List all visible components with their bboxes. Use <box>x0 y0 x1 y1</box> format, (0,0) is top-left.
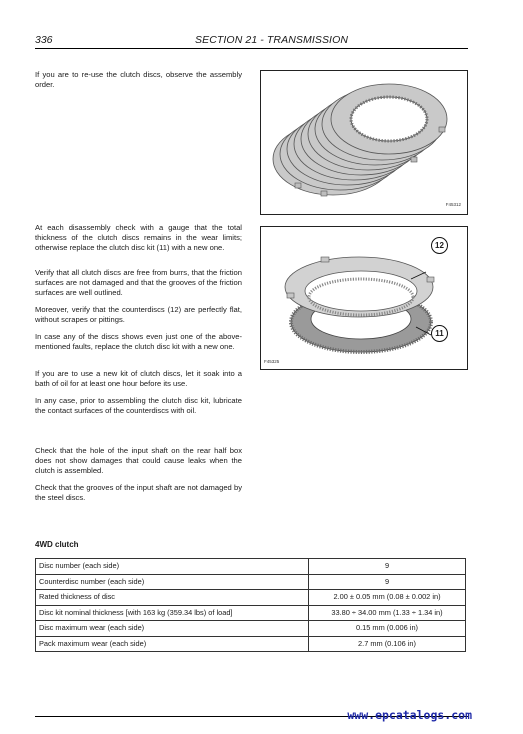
table-cell-label: Disc number (each side) <box>36 559 309 575</box>
table-cell-label: Disc kit nominal thickness [with 163 kg (359.34 lbs) of load] <box>36 605 309 621</box>
paragraph-counterdiscs-flat: Moreover, verify that the counterdiscs (12) are perfectly flat, without scrapes or pittings. <box>35 305 242 324</box>
table-cell-value: 0.15 mm (0.006 in) <box>309 621 466 637</box>
clutch-spec-table <box>35 558 466 652</box>
table-row <box>36 636 466 652</box>
callout-12: 12 <box>431 237 448 254</box>
paragraph-lubricate: In any case, prior to assembling the clutch disc kit, lubricate the contact surfaces of the counterdiscs with oil. <box>35 396 242 415</box>
paragraph-input-shaft-hole: Check that the hole of the input shaft on the rear half box does not show damages that could cause leaks when the clutch is assembled. <box>35 446 242 475</box>
table-cell-label: Disc maximum wear (each side) <box>36 621 309 637</box>
paragraph-input-shaft-grooves: Check that the grooves of the input shaft are not damaged by the steel discs. <box>35 483 242 502</box>
table-row <box>36 621 466 637</box>
paragraph-reuse-discs: If you are to re-use the clutch discs, observe the assembly order. <box>35 70 242 89</box>
table-title: 4WD clutch <box>35 540 79 549</box>
figure-code: F45312 <box>445 202 461 207</box>
figure-clutch-disc-stack <box>260 70 468 215</box>
table-cell-value: 9 <box>309 559 466 575</box>
table-row <box>36 574 466 590</box>
page-header <box>35 34 468 48</box>
table-cell-label: Pack maximum wear (each side) <box>36 636 309 652</box>
table-cell-label: Rated thickness of disc <box>36 590 309 606</box>
table-cell-value: 2.7 mm (0.106 in) <box>309 636 466 652</box>
callout-11: 11 <box>431 325 448 342</box>
table-cell-value: 33.80 ÷ 34.00 mm (1.33 ÷ 1.34 in) <box>309 605 466 621</box>
header-rule <box>35 48 468 49</box>
table-cell-value: 9 <box>309 574 466 590</box>
clutch-disc-stack-image <box>261 71 467 214</box>
table-cell-label: Counterdisc number (each side) <box>36 574 309 590</box>
paragraph-verify-burrs: Verify that all clutch discs are free from burrs, that the friction surfaces are not damaged and that the grooves of the friction surfaces are well outlined. <box>35 268 242 297</box>
table-row <box>36 605 466 621</box>
figure-clutch-disc-pair <box>260 226 468 370</box>
section-title: SECTION 21 - TRANSMISSION <box>195 34 349 46</box>
table-row <box>36 559 466 575</box>
table-cell-value: 2.00 ± 0.05 mm (0.08 ± 0.002 in) <box>309 590 466 606</box>
paragraph-gauge-check: At each disassembly check with a gauge that the total thickness of the clutch discs remains in the wear limits; otherwise replace the clutch disc kit (11) with a new one. <box>35 223 242 252</box>
watermark: www.epcatalogs.com <box>347 708 472 722</box>
figure-code: F45325 <box>264 359 280 364</box>
paragraph-soak-oil: If you are to use a new kit of clutch discs, let it soak into a bath of oil for at least one hour before its use. <box>35 369 242 388</box>
page-number: 336 <box>35 34 53 46</box>
paragraph-replace-kit: In case any of the discs shows even just one of the above-mentioned faults, replace the clutch disc kit with a new one. <box>35 332 242 351</box>
table-row <box>36 590 466 606</box>
